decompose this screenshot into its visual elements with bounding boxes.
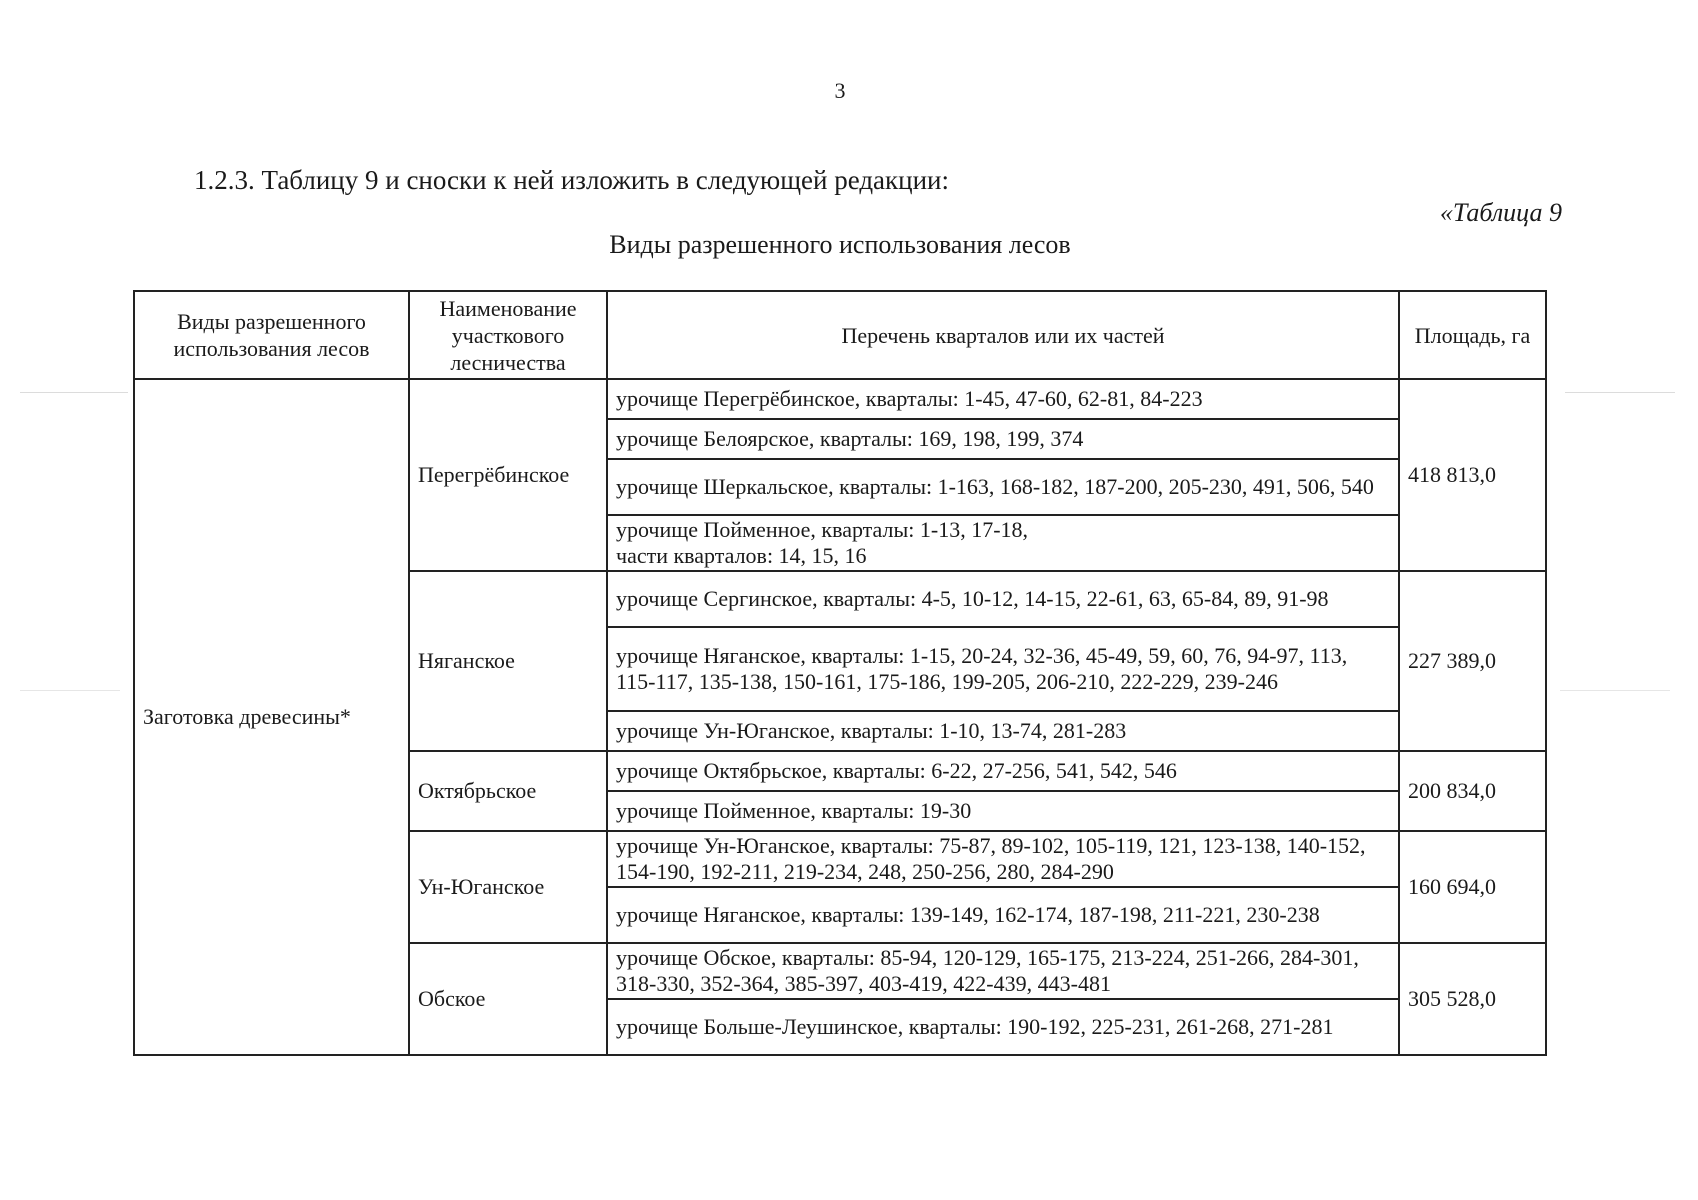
- header-use-type: Виды разрешенного использования лесов: [134, 291, 409, 379]
- quarters-cell: урочище Перегрёбинское, кварталы: 1-45, 47-60, 62-81, 84-223: [607, 379, 1399, 419]
- page-number: 3: [834, 78, 846, 103]
- quarters-line: урочище Пойменное, кварталы: 1-13, 17-18,: [616, 517, 1029, 542]
- forestry-name: Обское: [409, 943, 607, 1055]
- area-cell: 200 834,0: [1399, 751, 1546, 831]
- forestry-name: Няганское: [409, 571, 607, 751]
- scan-noise: [1565, 392, 1675, 393]
- area-cell: 305 528,0: [1399, 943, 1546, 1055]
- amendment-instruction: 1.2.3. Таблицу 9 и сноски к ней изложить в следующей редакции:: [194, 165, 950, 195]
- forestry-name: Перегрёбинское: [409, 379, 607, 571]
- table-title: Виды разрешенного использования лесов: [609, 230, 1071, 259]
- quarters-cell: урочище Сергинское, кварталы: 4-5, 10-12, 14-15, 22-61, 63, 65-84, 89, 91-98: [607, 571, 1399, 627]
- quarters-cell: урочище Пойменное, кварталы: 19-30: [607, 791, 1399, 831]
- quarters-cell: урочище Ун-Юганское, кварталы: 75-87, 89-102, 105-119, 121, 123-138, 140-152, 154-190, 192-211, 219-234, 248, 250-256, 280, 284-290: [607, 831, 1399, 887]
- forestry-name: Октябрьское: [409, 751, 607, 831]
- quarters-cell: урочище Больше-Леушинское, кварталы: 190-192, 225-231, 261-268, 271-281: [607, 999, 1399, 1055]
- header-quarters: Перечень кварталов или их частей: [607, 291, 1399, 379]
- scan-noise: [1560, 690, 1670, 691]
- quarters-cell: урочище Октябрьское, кварталы: 6-22, 27-256, 541, 542, 546: [607, 751, 1399, 791]
- forest-use-table: [133, 290, 1547, 1056]
- table-row: [134, 379, 1546, 419]
- quarters-cell: урочище Белоярское, кварталы: 169, 198, 199, 374: [607, 419, 1399, 459]
- scan-noise: [20, 690, 120, 691]
- quarters-cell: [607, 515, 1399, 571]
- header-area: Площадь, га: [1399, 291, 1546, 379]
- table-header-row: [134, 291, 1546, 379]
- use-type-cell: Заготовка древесины*: [134, 379, 409, 1055]
- table-label: «Таблица 9: [1439, 198, 1562, 227]
- quarters-cell: урочище Шеркальское, кварталы: 1-163, 168-182, 187-200, 205-230, 491, 506, 540: [607, 459, 1399, 515]
- scan-noise: [20, 392, 128, 393]
- quarters-cell: урочище Няганское, кварталы: 1-15, 20-24, 32-36, 45-49, 59, 60, 76, 94-97, 113, 115-117, 135-138, 150-161, 175-186, 199-205, 206-210, 222-229, 239-246: [607, 627, 1399, 711]
- quarters-cell: урочище Ун-Юганское, кварталы: 1-10, 13-74, 281-283: [607, 711, 1399, 751]
- area-cell: 227 389,0: [1399, 571, 1546, 751]
- area-cell: 160 694,0: [1399, 831, 1546, 943]
- forestry-name: Ун-Юганское: [409, 831, 607, 943]
- area-cell: 418 813,0: [1399, 379, 1546, 571]
- quarters-cell: урочище Няганское, кварталы: 139-149, 162-174, 187-198, 211-221, 230-238: [607, 887, 1399, 943]
- quarters-line: части кварталов: 14, 15, 16: [616, 543, 867, 568]
- header-forestry: Наименование участкового лесничества: [409, 291, 607, 379]
- quarters-cell: урочище Обское, кварталы: 85-94, 120-129, 165-175, 213-224, 251-266, 284-301, 318-330, 352-364, 385-397, 403-419, 422-439, 443-481: [607, 943, 1399, 999]
